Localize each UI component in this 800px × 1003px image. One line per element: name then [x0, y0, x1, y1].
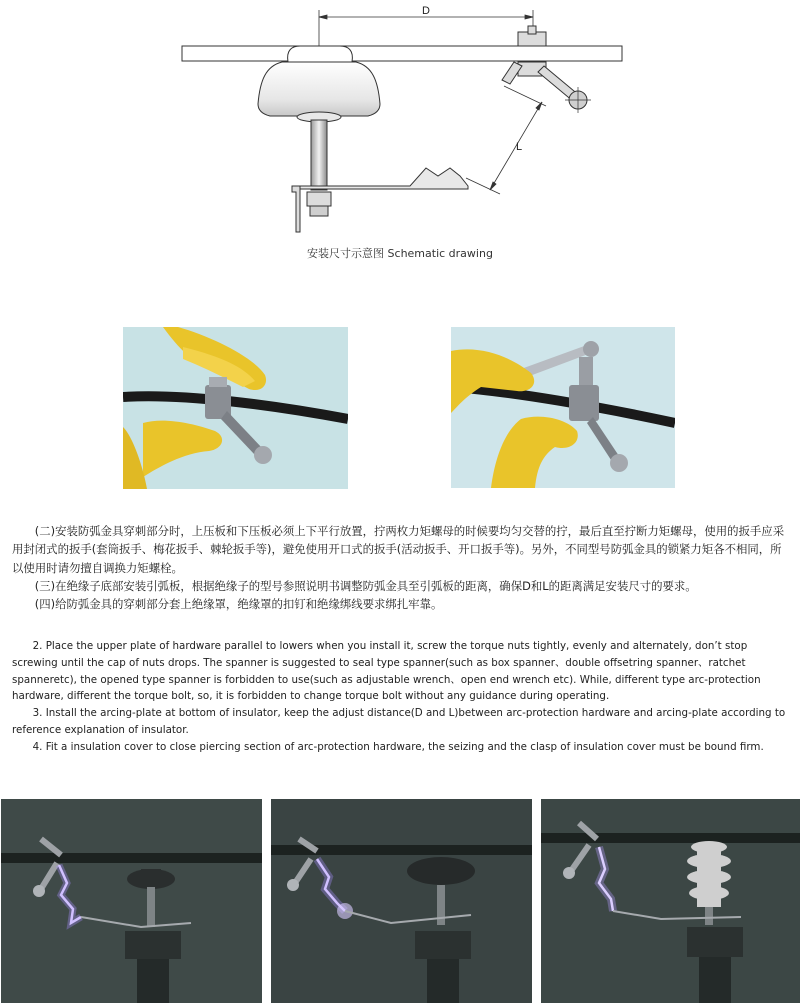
- photo-arc-test-3: [541, 799, 800, 1003]
- instruction-en-2: 2. Place the upper plate of hardware parallel to lowers when you install it, screw the torque nuts tightly, evenly and alternately, don’t stop screwing until the cap of nuts drops. The spanner is suggested to seal type spanner(such as box spanner、double offsetring spanner、ratchet spanneretc), the opened type spanner is forbidden to use(such as adjustable wrench、open end wrench etc). While, different type arc-protection hardware, different the torque bolt, so, it is forbidden to change torque bolt without any guidance during operating.: [12, 640, 761, 703]
- photo-arc-test-1: [1, 799, 262, 1003]
- instruction-cn-3: (三)在绝缘子底部安装引弧板，根据绝缘子的型号参照说明书调整防弧金具至引弧板的距离，确保D和L的距离满足安装尺寸的要求。: [34, 578, 697, 593]
- schematic-drawing: [170, 0, 630, 240]
- dimension-d-label: D: [422, 5, 430, 17]
- instructions-english: [12, 638, 792, 756]
- photo-glove-tightening: [123, 327, 348, 489]
- insulator-drawing: [258, 46, 380, 216]
- schematic-caption: 安装尺寸示意图 Schematic drawing: [307, 247, 493, 260]
- instruction-cn-4: (四)给防弧金具的穿刺部分套上绝缘罩，绝缘罩的扣钉和绝缘绑线要求绑扎牢靠。: [34, 597, 443, 612]
- photo-arc-test-2: [271, 799, 532, 1003]
- crossarm-bar: [182, 46, 622, 61]
- dimension-l: [466, 86, 546, 194]
- photo-ratchet-tightening: [451, 327, 675, 488]
- instruction-cn-2: (二)安装防弧金具穿刺部分时，上压板和下压板必须上下平行放置，拧两枚力矩螺母的时候要均匀交替的拧，最后直至拧断力矩螺母，使用的扳手应采用封闭式的扳手(套筒扳手、梅花扳手、棘轮扳手等)，避免使用开口式的扳手(活动扳手、开口扳手等)。另外，不同型号防弧金具的锁紧力矩各不相同，所以使用时请勿擅自调换力矩螺栓。: [12, 524, 785, 575]
- instructions-chinese: [12, 522, 792, 613]
- instruction-en-4: 4. Fit a insulation cover to close piercing section of arc-protection hardware, the seizing and the clasp of insulation cover must be bound firm.: [32, 740, 764, 753]
- arc-protection-clamp: [502, 26, 591, 113]
- dimension-l-label: L: [516, 141, 523, 153]
- instruction-en-3: 3. Install the arcing-plate at bottom of insulator, keep the adjust distance(D and L)between arc-protection hardware and arcing-plate according to reference explanation of insulator.: [12, 707, 786, 736]
